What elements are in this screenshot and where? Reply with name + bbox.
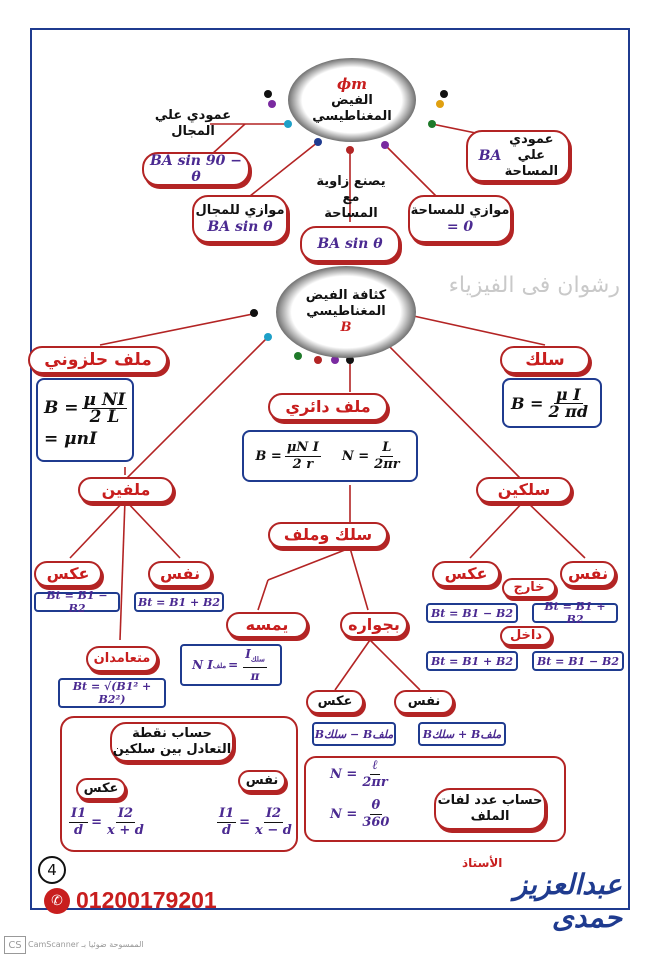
wire-coil-same-formula: Bسلك + Bملف [418, 722, 506, 746]
touch-den: π [250, 669, 260, 684]
wire-coil-label: سلك وملف [268, 522, 388, 548]
two-wires-f4: Bt = B1 − B2 [532, 651, 624, 671]
neutral-title: حساب نقطة التعادل بين سلكين [110, 722, 234, 762]
wire-coil-opp-formula: Bسلك − Bملف [312, 722, 396, 746]
touch-lhs: N I [192, 658, 213, 672]
circular-num1: μN I [286, 439, 319, 455]
circular-lhs1: B = [255, 448, 282, 464]
wire-coil-near: بجواره [340, 612, 408, 638]
turns-formula-2 [330, 798, 394, 831]
wire-label: سلك [500, 346, 590, 374]
two-coils-opp-formula: Bt = B1 − B2 [34, 592, 120, 612]
wire-coil-touching: يمسه [226, 612, 308, 638]
two-wires-opposite: عكس [432, 561, 500, 587]
perp-area-box [466, 130, 570, 182]
parallel-area-box [408, 195, 512, 243]
circular-coil-label: ملف دائري [268, 393, 388, 421]
wire-den: 2 πd [548, 401, 589, 421]
turns-f2-num: θ [371, 798, 381, 813]
phone-number: 01200179201 [76, 887, 217, 913]
perp-area-label: عمودي علي المساحة [504, 132, 559, 179]
turns-formula-1 [330, 758, 393, 791]
two-coils-perp-formula: Bt = √(B1² + B2²) [58, 678, 166, 708]
flux-symbol: ϕm [337, 74, 367, 93]
two-coils-opposite: عكس [34, 561, 102, 587]
neutral-same-d1: d [222, 823, 232, 838]
circular-den1: 2 r [292, 456, 314, 472]
turns-f2-den: 360 [362, 815, 390, 830]
solenoid-num: μ NI [83, 389, 126, 410]
parallel-field-label: موازي للمجال [195, 203, 285, 218]
camscanner-text: الممسوحة ضوئيا بـ CamScanner [28, 940, 144, 949]
flux-hub [288, 58, 416, 142]
flux-title: الفيض المغناطيسي [312, 92, 392, 124]
circular-formula-box [242, 430, 418, 482]
solenoid-alt: = μnI [44, 428, 97, 449]
page-number: 4 [38, 856, 66, 884]
two-wires-outside: خارج [502, 578, 556, 598]
neutral-opp-formula: $\frac{I1}{d}$ = $\frac{I2}{x + d}$ [71, 806, 144, 838]
wire-coil-opposite: عكس [306, 690, 364, 714]
teacher-title: الأستاذ [462, 856, 503, 870]
two-coils-same: نفس [148, 561, 212, 587]
neutral-same-n1: I1 [219, 806, 235, 821]
circular-den2: 2πr [374, 456, 400, 472]
density-title: كثافة الفيض المغناطيسي [305, 288, 387, 319]
perp-area-formula: BA [478, 148, 502, 164]
touch-num-sub: سلك [250, 654, 265, 664]
two-wires-f2: Bt = B1 + B2 [532, 603, 618, 623]
two-wires-f1: Bt = B1 − B2 [426, 603, 518, 623]
neutral-same-formula: $\frac{I1}{d}$ = $\frac{I2}{x - d}$ [219, 806, 292, 838]
two-coils-same-formula: Bt = B1 + B2 [134, 592, 224, 612]
circular-lhs2: N = [341, 448, 370, 464]
wire-coil-touch-formula: N I ملف = $\frac{I_{سلك}}{\pi}$ [180, 644, 282, 686]
neutral-same-n2: I2 [265, 806, 282, 821]
neutral-same: نفس [238, 770, 286, 792]
watermark-text: رشوان فى الفيزياء [448, 273, 620, 298]
two-wires-same: نفس [560, 561, 616, 587]
teacher-signature: عبدالعزيز حمدى [513, 868, 622, 934]
perp-field-label: عمودي علي المجال [154, 108, 232, 139]
touch-num: I [245, 646, 251, 661]
neutral-opp-n1: I1 [71, 806, 87, 821]
perp-field-formula: BA sin 90 − θ [142, 152, 250, 186]
density-symbol: B [340, 320, 352, 335]
solenoid-den: 2 L [89, 406, 120, 427]
density-hub [276, 266, 416, 358]
solenoid-label: ملف حلزوني [28, 346, 168, 374]
two-wires-inside: داخل [500, 626, 552, 646]
turns-f1-den: 2πr [362, 775, 388, 790]
wire-lhs: B = [510, 393, 544, 413]
wire-num: μ I [555, 384, 581, 404]
turns-f2-lhs: N = [330, 807, 358, 822]
circular-num2: L [382, 439, 392, 455]
turns-f1-lhs: N = [330, 767, 358, 782]
turns-f1-num: ℓ [372, 758, 378, 773]
neutral-opp-d1: d [74, 823, 84, 838]
neutral-same-d2: x − d [255, 823, 292, 838]
two-coils-label: ملفين [78, 477, 174, 503]
two-coils-perp: متعامدان [86, 646, 158, 672]
wire-coil-same: نفس [394, 690, 454, 714]
neutral-opp-n2: I2 [117, 806, 134, 821]
solenoid-lhs: B = [44, 398, 79, 418]
parallel-area-label: موازي للمساحة [410, 203, 510, 218]
angle-area-formula: BA sin θ [300, 226, 400, 262]
angle-area-label: يصنع زاوية مع المساحة [316, 174, 386, 221]
turns-title: حساب عدد لفات الملف [434, 788, 546, 830]
phone-icon: ✆ [44, 888, 70, 914]
parallel-field-box [192, 195, 288, 243]
parallel-area-formula: = 0 [446, 219, 474, 235]
touch-sub: ملف [212, 660, 227, 670]
two-wires-label: سلكين [476, 477, 572, 503]
parallel-field-formula: BA sin θ [207, 219, 273, 235]
neutral-opposite: عكس [76, 778, 126, 800]
wire-formula-box [502, 378, 602, 428]
neutral-opp-d2: x + d [107, 823, 144, 838]
two-wires-f3: Bt = B1 + B2 [426, 651, 518, 671]
camscanner-logo: CS [4, 936, 26, 954]
solenoid-formula-box [36, 378, 134, 462]
